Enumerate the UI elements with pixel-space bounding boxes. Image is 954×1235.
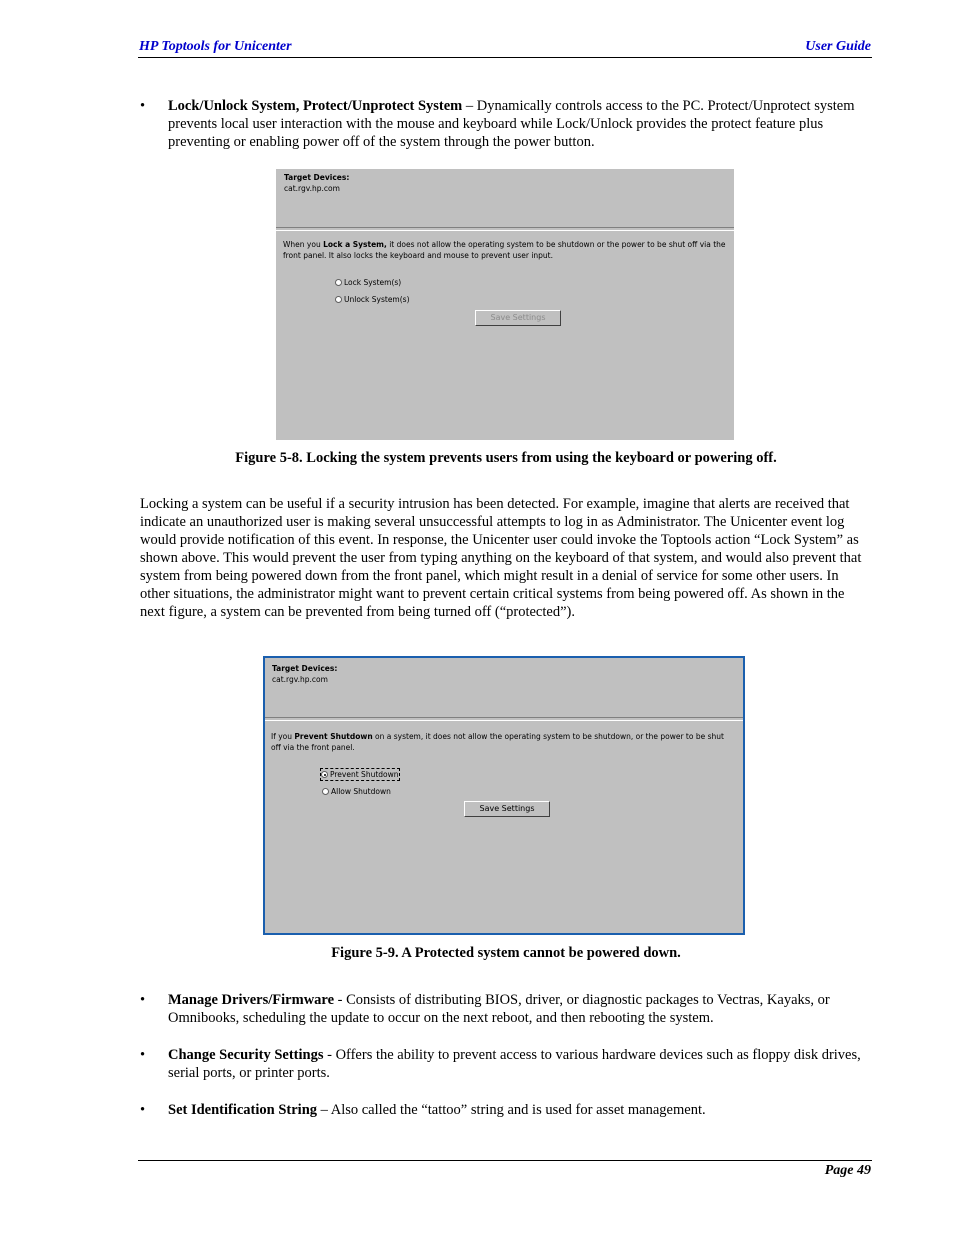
- figure-5-8-caption: Figure 5-8. Locking the system prevents users from using the keyboard or powering off.: [235, 450, 777, 466]
- lock-description: When you Lock a System, it does not allow the operating system to be shutdown or the power to be shut off via the front panel. It also locks the keyboard and mouse to prevent user input.: [283, 240, 726, 260]
- target-devices-value: cat.rgv.hp.com: [272, 675, 328, 684]
- save-settings-button[interactable]: Save Settings: [464, 801, 550, 817]
- radio-prevent-shutdown[interactable]: [321, 769, 399, 780]
- radio-allow-shutdown[interactable]: [322, 787, 391, 796]
- radio-button-selected-icon[interactable]: [321, 771, 328, 778]
- target-devices-label: Target Devices:: [272, 664, 338, 673]
- figure-lock-system-screenshot: [276, 169, 734, 440]
- bullet-text: - Consists of distributing BIOS, driver, or diagnostic packages to Vectras, Kayaks, or Omnibooks, scheduling the update to occur on the next reboot, and then rebooting the system.: [168, 992, 830, 1026]
- bullet-dot: •: [140, 98, 146, 114]
- bullet-title: Lock/Unlock System, Protect/Unprotect System: [168, 98, 463, 114]
- divider: [276, 227, 734, 231]
- header-doc-type: User Guide: [805, 39, 871, 54]
- page-header: [138, 38, 872, 58]
- page-footer: [138, 1160, 872, 1178]
- divider: [265, 717, 743, 721]
- save-settings-button[interactable]: Save Settings: [475, 310, 561, 326]
- radio-button-icon[interactable]: [335, 279, 342, 286]
- bullet-title: Set Identification String: [168, 1102, 318, 1118]
- bullet-dot: •: [140, 992, 146, 1008]
- protect-description: If you Prevent Shutdown on a system, it does not allow the operating system to be shutdown, or the power to be shut off via the front panel.: [271, 732, 724, 752]
- radio-button-icon[interactable]: [322, 788, 329, 795]
- bullet-dot: •: [140, 1102, 146, 1118]
- bullet-text: – Dynamically controls access to the PC. Protect/Unprotect system prevents local user interaction with the mouse and keyboard while Lock/Unlock provides the protect feature plus preventing or enabling power off of the system through the power button.: [168, 98, 855, 150]
- target-devices-value: cat.rgv.hp.com: [284, 184, 340, 193]
- radio-label: Allow Shutdown: [331, 787, 391, 796]
- bullet-title: Change Security Settings: [168, 1047, 324, 1063]
- figure-5-9-caption: Figure 5-9. A Protected system cannot be powered down.: [331, 945, 681, 961]
- bullet-text: – Also called the “tattoo” string and is used for asset management.: [317, 1102, 706, 1118]
- radio-unlock-systems[interactable]: [335, 295, 410, 304]
- radio-lock-systems[interactable]: [335, 278, 401, 287]
- bullet-dot: •: [140, 1047, 146, 1063]
- radio-label: Lock System(s): [344, 278, 402, 287]
- radio-button-icon[interactable]: [335, 296, 342, 303]
- bullet-title: Manage Drivers/Firmware: [168, 992, 335, 1008]
- bullet-text: - Offers the ability to prevent access to various hardware devices such as floppy disk drives, serial ports, or printer ports.: [168, 1047, 861, 1081]
- header-title: HP Toptools for Unicenter: [139, 39, 292, 54]
- page-number: Page 49: [824, 1163, 871, 1178]
- figure-protect-system-screenshot: [263, 656, 745, 935]
- radio-label: Prevent Shutdown: [330, 770, 399, 779]
- body-paragraph: Locking a system can be useful if a security intrusion has been detected. For example, imagine that alerts are received that indicate an unauthorized user is making several unsuccessful attempts to log in as Administrator. The Unicenter event log would provide notification of this event. In response, the Unicenter user could invoke the Toptools action “Lock System” as shown above. This would prevent the user from typing anything on the keyboard of that system, and would also prevent that system from being powered down from the front panel, which might result in a denial of service for some other users. In other situations, the administrator might want to prevent certain critical systems from being powered off. As shown in the next figure, a system can be prevented from being turned off (“protected”).: [140, 496, 862, 620]
- target-devices-label: Target Devices:: [284, 173, 350, 182]
- radio-label: Unlock System(s): [344, 295, 410, 304]
